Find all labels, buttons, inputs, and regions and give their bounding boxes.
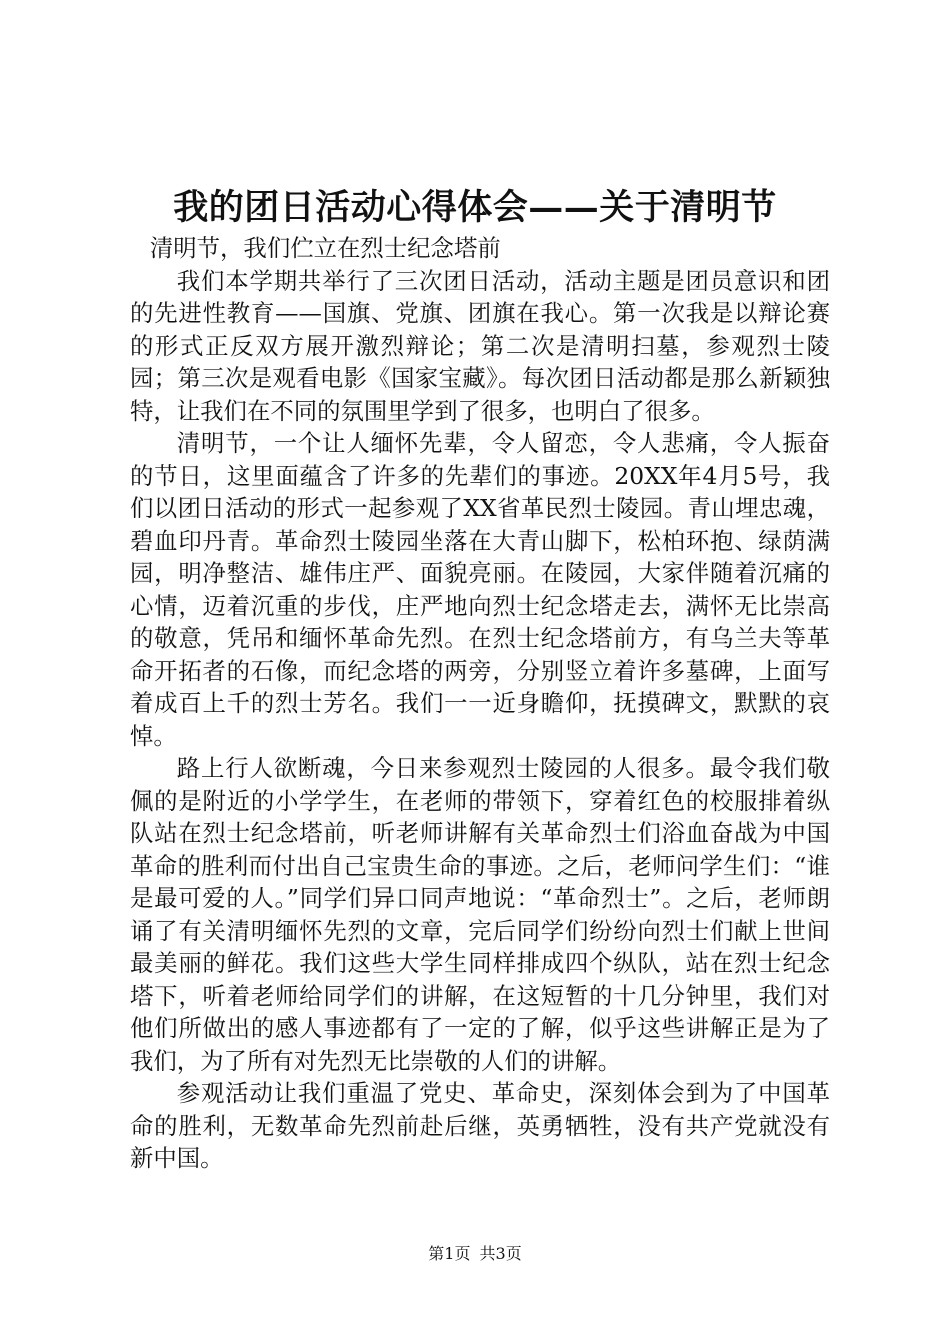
paragraph: 清明节，一个让人缅怀先辈，令人留恋，令人悲痛，令人振奋的节日，这里面蕴含了许多的先辈们的事迹。20XX年4月5号，我们以团日活动的形式一起参观了XX省革民烈士陵园。青山埋忠魂，碧血印丹青。革命烈士陵园坐落在大青山脚下，松柏环抱、绿荫满园，明净整洁、雄伟庄严、面貌亮丽。在陵园，大家伴随着沉痛的心情，迈着沉重的步伐，庄严地向烈士纪念塔走去，满怀无比崇高的敬意，凭吊和缅怀革命先烈。在烈士纪念塔前方，有乌兰夫等革命开拓者的石像，而纪念塔的两旁，分别竖立着许多墓碑，上面写着成百上千的烈士芳名。我们一一近身瞻仰，抚摸碑文，默默的哀悼。	[130, 429, 830, 750]
total-pages: 共3页	[479, 1244, 522, 1263]
paragraph: 参观活动让我们重温了党史、革命史，深刻体会到为了中国革命的胜利，无数革命先烈前赴后继，英勇牺牲，没有共产党就没有新中国。	[130, 1079, 830, 1172]
page-footer	[0, 1244, 950, 1264]
document-body	[130, 232, 830, 1175]
page-number: 第1页	[428, 1244, 471, 1263]
paragraph: 路上行人欲断魂，今日来参观烈士陵园的人很多。最令我们敬佩的是附近的小学学生，在老师的带领下，穿着红色的校服排着纵队站在烈士纪念塔前，听老师讲解有关革命烈士们浴血奋战为中国革命的胜利而付出自己宝贵生命的事迹。之后，老师问学生们：“谁是最可爱的人。”同学们异口同声地说：“革命烈士”。之后，老师朗诵了有关清明缅怀先烈的文章，完后同学们纷纷向烈士们献上世间最美丽的鲜花。我们这些大学生同样排成四个纵队，站在烈士纪念塔下，听着老师给同学们的讲解，在这短暂的十几分钟里，我们对他们所做出的感人事迹都有了一定的了解，似乎这些讲解正是为了我们，为了所有对先烈无比崇敬的人们的讲解。	[130, 754, 830, 1075]
document-subtitle: 清明节，我们伫立在烈士纪念塔前	[149, 234, 501, 262]
document-title: 我的团日活动心得体会——关于清明节	[173, 187, 777, 228]
paragraph: 我们本学期共举行了三次团日活动，活动主题是团员意识和团的先进性教育——国旗、党旗、团旗在我心。第一次我是以辩论赛的形式正反双方展开激烈辩论；第二次是清明扫墓，参观烈士陵园；第三次是观看电影《国家宝藏》。每次团日活动都是那么新颖独特，让我们在不同的氛围里学到了很多，也明白了很多。	[130, 266, 830, 425]
